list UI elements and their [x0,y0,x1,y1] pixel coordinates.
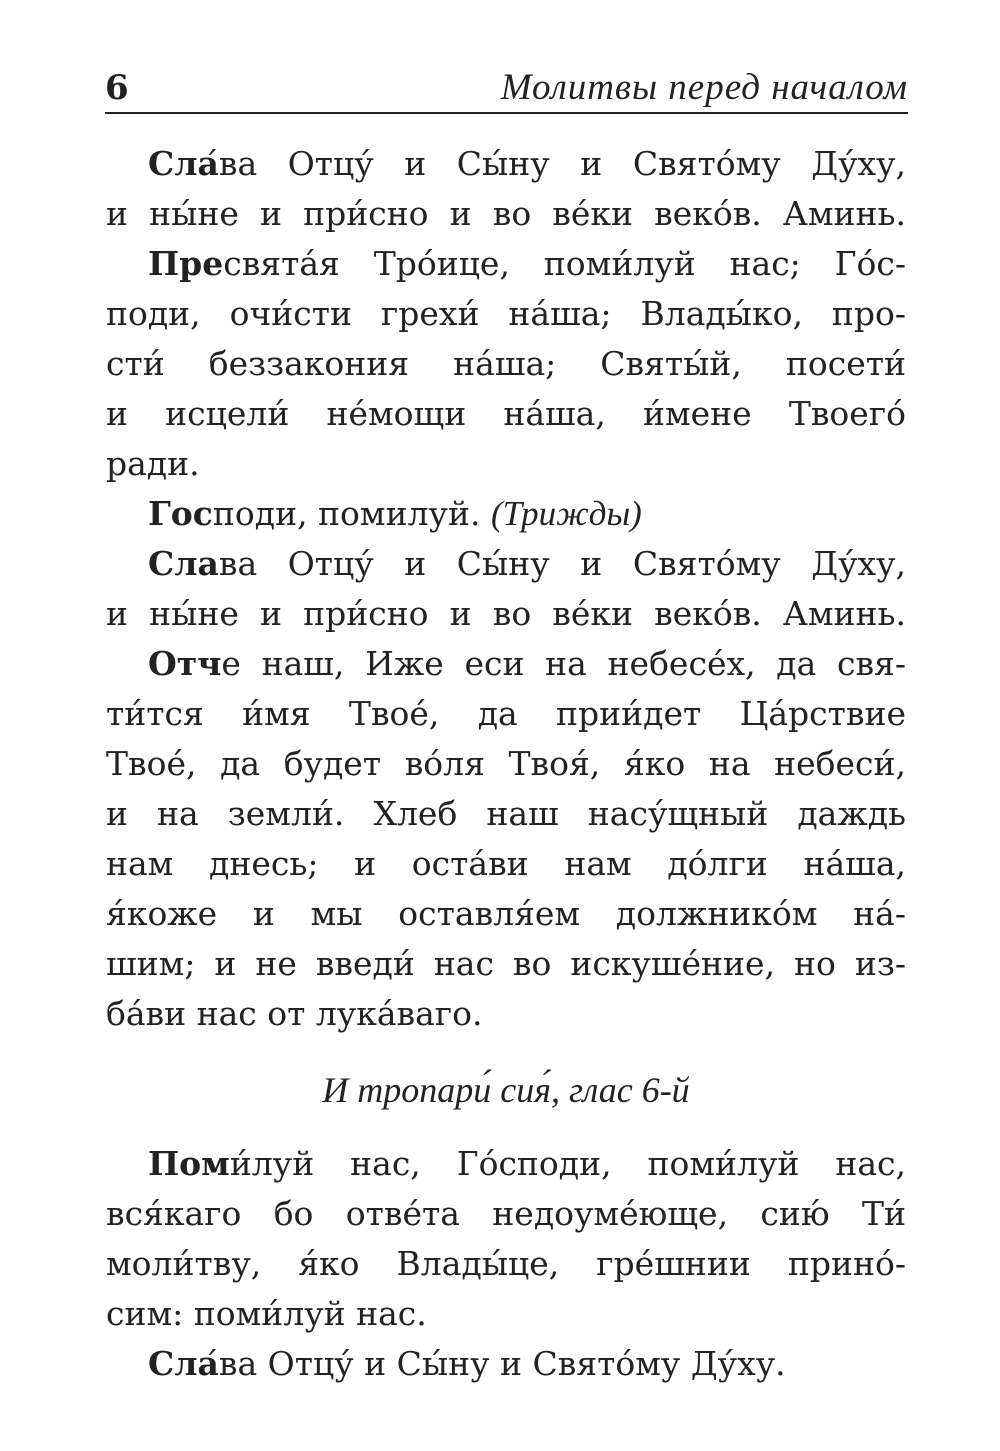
page-header [105,66,908,114]
text-line: Твое́, да будет во́ля Твоя́, я́ко на небеси́, [106,744,906,783]
text-line: я́коже и мы оставля́ем должнико́м на́- [106,894,906,933]
text-line [148,1140,906,1188]
line-text: ва Отцу́ и Сы́ну и Свято́му Ду́ху, [218,544,906,583]
text-line: моли́тву, я́ко Влады́це, гре́шнии прино́- [106,1244,906,1283]
line-text: свята́я Тро́ице, поми́луй нас; Го́с- [223,244,906,283]
paragraph-lead: Сла [148,1344,219,1383]
paragraph-lead: Сла [148,544,219,583]
line-text: и́луй нас, Го́споди, поми́луй нас, [229,1144,906,1183]
text-line: поди, очи́сти грехи́ на́ша; Влады́ко, про- [106,294,906,333]
text-line: ба́ви нас от лука́ваго. [106,994,483,1033]
text-line [148,140,906,188]
paragraph-lead: Пом [148,1144,230,1183]
page-number: 6 [105,68,129,108]
rubric-note: (Трижды) [490,494,642,533]
text-line [148,1340,906,1388]
text-line: и ны́не и при́сно и во ве́ки веко́в. Аминь. [106,594,906,633]
text-line [148,640,906,688]
text-line: и исцели́ не́мощи на́ша, и́мене Твоего́ [106,394,906,433]
text-line: и на земли́. Хлеб наш насу́щный даждь [106,794,906,833]
text-line: нам днесь; и оста́ви нам до́лги на́ша, [106,844,906,883]
text-line: сим: поми́луй нас. [106,1294,427,1333]
section-heading: И тропари́ сия́, глас 6-й [322,1070,690,1110]
text-line [148,540,906,588]
line-text: е наш, Иже еси на небесе́х, да свя- [221,644,906,683]
text-line: вся́каго бо отве́та недоуме́юще, сию́ Ти́ [106,1194,906,1233]
text-line: ти́тся и́мя Твое́, да прии́дет Ца́рствие [106,694,906,733]
text-line: шим; и не введи́ нас во искуше́ние, но из- [106,944,906,983]
line-text: ́ва Отцу́ и Сы́ну и Свято́му Ду́ху, [218,144,906,183]
line-text: ́ва Отцу́ и Сы́ну и Свято́му Ду́ху. [218,1344,786,1383]
text-line [148,240,906,288]
paragraph-lead: Гос [148,494,213,533]
text-line: сти́ беззакония на́ша; Святы́й, посети́ [106,344,906,383]
text-line: ради. [106,444,200,483]
running-title: Молитвы перед началом [500,67,908,108]
paragraph-lead: Сла [148,144,219,183]
line-text: поди, помилуй. [212,494,481,533]
text-line: и ны́не и при́сно и во ве́ки веко́в. Аминь. [106,194,906,233]
paragraph-lead: Пре [148,244,224,283]
text-line [148,490,906,538]
paragraph-lead: Отч [148,644,222,683]
